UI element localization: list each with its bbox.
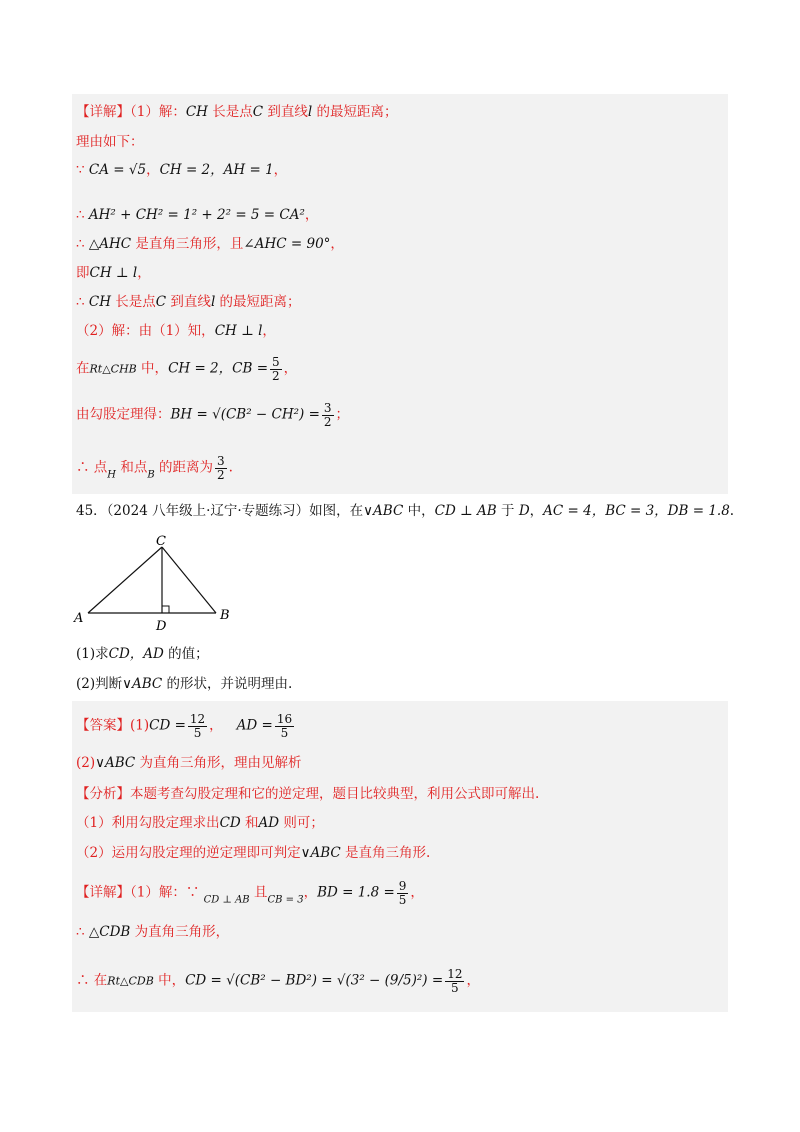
side-ac	[88, 547, 162, 613]
text: 则可；	[279, 815, 324, 831]
math: CD ⊥ AB	[434, 503, 497, 519]
math: CH	[185, 104, 208, 120]
detail-line-4	[76, 207, 318, 223]
text: ，	[466, 972, 480, 989]
detail-line-9	[76, 356, 297, 382]
math: l	[210, 294, 216, 310]
therefore-symbol: ∴	[76, 236, 89, 252]
text: 的最短距离；	[312, 104, 398, 120]
analysis-step-1	[76, 815, 324, 831]
math: ∨ABC	[300, 845, 341, 861]
text: ，	[209, 717, 223, 734]
text: 长是点	[111, 294, 156, 310]
because-symbol: ∵	[76, 162, 89, 178]
math: CH = 2，CB =	[168, 360, 269, 377]
math: CB = 3	[267, 894, 304, 906]
text: 是直角三角形，且	[131, 236, 244, 252]
denominator: 5	[398, 892, 407, 907]
detail-line-2: 理由如下：	[76, 134, 144, 150]
text: 长是点	[207, 104, 253, 120]
denominator: 5	[193, 725, 202, 740]
math: AD	[258, 815, 280, 831]
fraction	[275, 713, 294, 739]
text: 的最短距离；	[215, 294, 301, 310]
math: AC = 4，BC = 3，DB = 1.8	[543, 503, 730, 519]
fraction	[322, 402, 334, 428]
text: 的距离为	[154, 459, 213, 476]
numerator: 12	[189, 712, 206, 726]
text: ，	[330, 236, 344, 252]
question-45	[76, 503, 734, 519]
math: △CDB	[88, 924, 131, 940]
detail-line-6	[76, 265, 151, 281]
detail-2-line-2	[76, 924, 229, 940]
math: CD ⊥ AB	[203, 894, 250, 906]
label-d: D	[156, 619, 167, 634]
math: CH ⊥ l	[89, 265, 138, 281]
label-a: A	[74, 611, 84, 626]
text: 于	[496, 503, 519, 519]
answer-line-2	[76, 755, 302, 771]
math: CH ⊥ l	[214, 323, 263, 339]
text: 是直角三角形.	[340, 845, 431, 861]
denominator: 2	[323, 414, 332, 429]
math: Rt△CHB	[89, 362, 137, 376]
analysis-step-2	[76, 845, 430, 861]
detail-2-line-1	[76, 880, 424, 907]
question-part-2	[76, 676, 292, 692]
math: AH² + CH² = 1² + 2² = 5 = CA²	[88, 207, 305, 223]
math: B	[147, 469, 155, 481]
math: CD，AD	[108, 646, 164, 662]
denominator: 5	[451, 980, 459, 995]
fraction	[397, 880, 409, 906]
math: l	[307, 104, 313, 120]
text: (2)	[76, 755, 96, 771]
text: （1）解：∵	[130, 884, 204, 901]
denominator: 2	[272, 368, 280, 383]
detail-line-5	[76, 236, 344, 252]
text: 在	[76, 360, 90, 377]
denominator: 5	[280, 725, 289, 740]
text: 的值；	[163, 646, 209, 662]
detail-line-10	[76, 402, 349, 428]
text: 和	[240, 815, 259, 831]
math: ∨ABC	[95, 755, 136, 771]
math: ∨ABC	[363, 503, 404, 519]
text: ，	[410, 884, 424, 901]
math: D	[518, 503, 530, 519]
text: （1）利用勾股定理求出	[76, 815, 220, 831]
numerator: 12	[447, 967, 463, 981]
text: 的形状，并说明理由.	[162, 676, 293, 692]
fraction	[270, 356, 282, 382]
text: ，	[303, 884, 318, 901]
question-text: 45．（2024 八年级上·辽宁·专题练习）如图，在	[76, 503, 364, 519]
question-part-1	[76, 646, 209, 662]
text: ，	[146, 162, 160, 178]
detail-line-1	[76, 104, 398, 120]
detail-tag: 【详解】	[76, 104, 130, 120]
text: ，	[529, 503, 544, 519]
math: CH = 2，AH = 1	[159, 162, 274, 178]
text: ，	[283, 360, 298, 377]
math: AD =	[236, 717, 273, 734]
triangle-figure	[72, 535, 252, 635]
math: CA = √5	[88, 162, 147, 178]
math: ∨ABC	[122, 676, 163, 692]
numerator: 3	[216, 454, 225, 468]
numerator: 5	[272, 355, 280, 369]
math: C	[155, 294, 167, 310]
text: 为直角三角形，理由见解析	[135, 755, 302, 771]
text: 中，	[136, 360, 169, 377]
numerator: 9	[398, 879, 407, 893]
text: ∴ 点	[76, 459, 108, 476]
math: CD = √(CB² − BD²) = √(3² − (9/5)²) =	[185, 972, 444, 989]
text: （2）解：由（1）知，	[76, 323, 215, 339]
fraction	[215, 455, 227, 481]
text: 为直角三角形，	[130, 924, 230, 940]
numerator: 16	[276, 712, 293, 726]
text: ，	[137, 265, 151, 281]
math: Rt△CDB	[107, 974, 154, 988]
text: ∴ 在	[76, 972, 108, 989]
math: △AHC	[88, 236, 132, 252]
math: CH	[88, 294, 111, 310]
math: BH = √(CB² − CH²) =	[170, 406, 320, 423]
label-b: B	[220, 608, 230, 623]
text: .	[729, 503, 735, 519]
right-angle-mark	[162, 606, 169, 613]
therefore-symbol: ∴	[76, 294, 89, 310]
denominator: 2	[216, 467, 225, 482]
fraction	[188, 713, 207, 739]
text: 和点	[116, 459, 148, 476]
numerator: 3	[323, 401, 332, 415]
detail-line-3	[76, 162, 287, 178]
math: CD =	[149, 717, 186, 734]
text: (1)求	[76, 646, 109, 662]
math: CD	[219, 815, 241, 831]
side-cb	[162, 547, 216, 613]
analysis-tag: 【分析】	[76, 786, 130, 802]
text: 且	[249, 884, 268, 901]
text: 中，	[403, 503, 435, 519]
text: 到直线	[263, 104, 308, 120]
text: 本题考查勾股定理和它的逆定理，题目比较典型，利用公式即可解出.	[130, 786, 540, 802]
text: 由勾股定理得：	[76, 406, 171, 423]
text: .	[228, 459, 233, 476]
detail-line-11	[76, 455, 233, 482]
math: H	[107, 469, 117, 481]
text: ，	[262, 323, 276, 339]
text: (1)	[130, 717, 150, 734]
text: 到直线	[166, 294, 211, 310]
fraction	[445, 968, 464, 994]
detail-2-line-3	[76, 968, 480, 994]
text: ；	[335, 406, 350, 423]
math: C	[252, 104, 264, 120]
analysis-line	[76, 786, 539, 802]
therefore-symbol: ∴	[76, 924, 89, 940]
text: （1）解：	[130, 104, 186, 120]
detail-line-8	[76, 323, 276, 339]
detail-tag: 【详解】	[76, 884, 130, 901]
answer-line-1	[76, 713, 296, 739]
math: ∠AHC = 90°	[243, 236, 331, 252]
text: 中，	[153, 972, 186, 989]
text: 即	[76, 265, 90, 281]
text: (2)判断	[76, 676, 123, 692]
math: BD = 1.8 =	[317, 884, 395, 901]
therefore-symbol: ∴	[76, 207, 89, 223]
text: （2）运用勾股定理的逆定理即可判定	[76, 845, 301, 861]
text: ，	[273, 162, 288, 178]
label-c: C	[156, 535, 166, 549]
detail-line-7	[76, 294, 301, 310]
text: ，	[304, 207, 319, 223]
answer-tag: 【答案】	[76, 717, 130, 734]
